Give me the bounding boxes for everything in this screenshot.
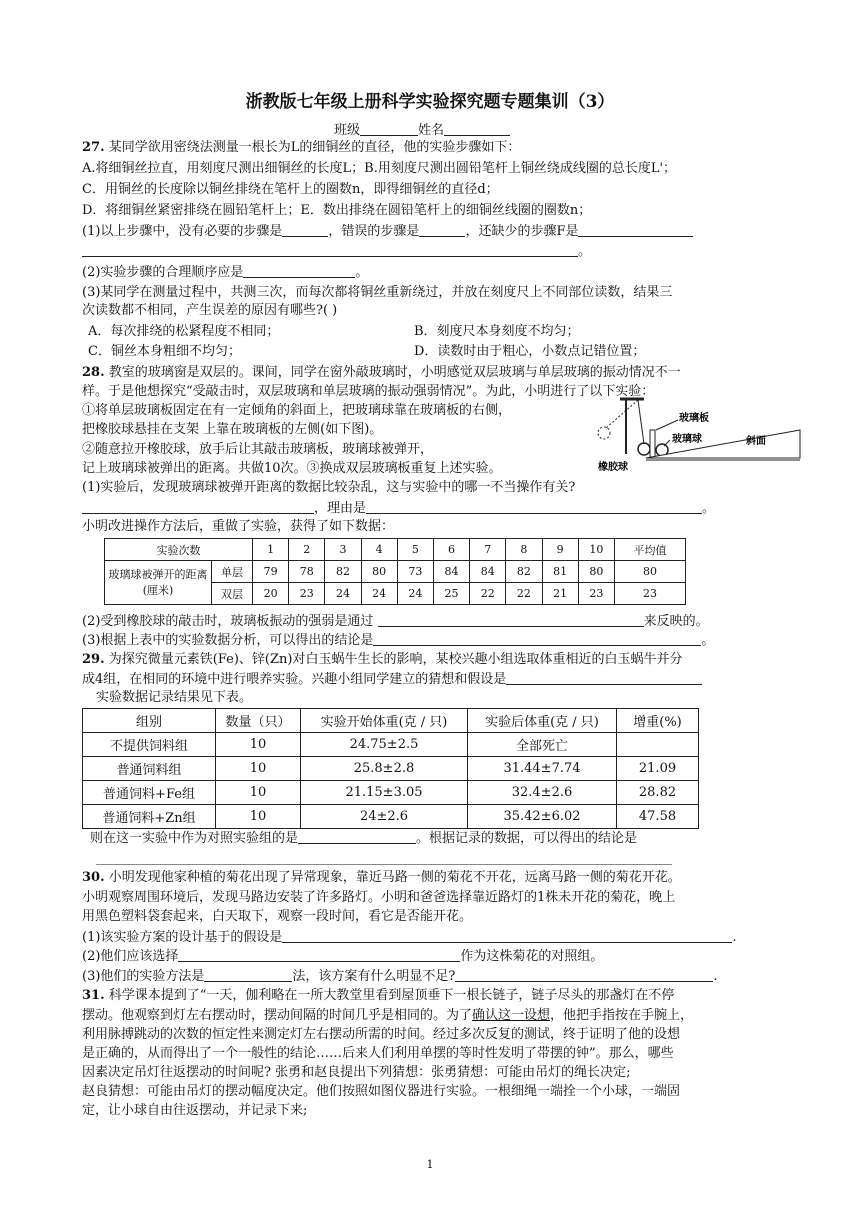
- q31-number: 31.: [82, 988, 105, 1003]
- label-slope: 斜面: [746, 436, 766, 447]
- q30-p3-blank2[interactable]: [455, 967, 713, 982]
- header-cell: 组别: [83, 709, 216, 733]
- trial-cell: 7: [470, 539, 506, 561]
- q30-p1-blank[interactable]: [282, 928, 732, 943]
- q27-p1-text-b: ，错误的步骤是: [328, 224, 420, 239]
- q29-conclusion-blank[interactable]: [96, 850, 672, 865]
- q29-line1: [82, 651, 682, 669]
- q29-conclusion-line: [96, 850, 672, 869]
- q27-option-c: C．铜丝本身粗细不均匀；: [88, 344, 241, 359]
- q30-p1-text: (1)该实验方案的设计基于的假设是: [82, 930, 283, 945]
- q30-line1: [82, 869, 681, 887]
- table-row: [105, 561, 686, 583]
- table-cell: 普通饲料组: [83, 757, 216, 781]
- q30-part3: [82, 967, 718, 986]
- table-row: [83, 757, 699, 781]
- glass-plate: [650, 430, 655, 458]
- q27-stem-text: 某同学欲用密绕法测量一根长为L的细铜丝的直径，他的实验步骤如下：: [108, 140, 521, 155]
- q27-p1-text-a: (1)以上步骤中，没有必要的步骤是: [82, 224, 283, 239]
- table-cell: 10: [216, 805, 301, 829]
- trial-cell: 3: [325, 539, 361, 561]
- q28-number: 28.: [82, 365, 105, 380]
- single-cell: 80: [578, 561, 614, 583]
- class-blank[interactable]: [360, 121, 418, 136]
- table-cell: 35.42±6.02: [468, 805, 617, 829]
- q30-part1: [82, 928, 737, 947]
- single-cell: 79: [253, 561, 289, 583]
- double-cell: 23: [289, 583, 325, 605]
- q28-p1-reason-label: ，理由是: [314, 501, 367, 516]
- q28-p3-end: 。: [701, 633, 715, 648]
- q28-experiment-diagram: [586, 396, 802, 472]
- single-cell: 80: [361, 561, 397, 583]
- header-trial: 实验次数: [105, 539, 253, 561]
- q29-line3: 实验数据记录结果见下表。: [96, 690, 253, 705]
- q28-line3: ①将单层玻璃板固定在有一定倾角的斜面上，把玻璃球靠在玻璃板的右侧，: [82, 403, 512, 418]
- double-cell: 24: [361, 583, 397, 605]
- string-swing: [606, 400, 638, 428]
- q28-p1-blank2[interactable]: [366, 499, 702, 514]
- q27-stem: [82, 139, 520, 157]
- single-cell: 81: [542, 561, 578, 583]
- q27-part2: [82, 263, 368, 282]
- q30-p2-blank[interactable]: [178, 947, 460, 962]
- q29-conclusion-text: 。根据记录的数据，可以得出的结论是: [416, 831, 638, 846]
- plate-pointer: [656, 420, 678, 430]
- q30-p3-end: .: [713, 969, 718, 984]
- double-cell: 24: [325, 583, 361, 605]
- q29-line2: [82, 670, 702, 689]
- q27-option-d: D．读数时由于粗心，小数点记错位置；: [414, 344, 646, 359]
- double-cell: 25: [433, 583, 469, 605]
- q27-option-a: A．每次排绕的松紧程度不相同；: [88, 324, 280, 339]
- q28-part1-cont: [82, 499, 715, 518]
- q28-line1: [82, 364, 681, 382]
- header-cell: 实验后体重(克 / 只): [468, 709, 617, 733]
- q27-p2-text: (2)实验步骤的合理顺序应是: [82, 265, 244, 280]
- q30-number: 30.: [82, 870, 105, 885]
- double-average: 23: [615, 583, 686, 605]
- q30-line2: 小明观察周围环境后，发现马路边安装了许多路灯。小明和爸爸选择靠近路灯的1株未开花的菊花，晚上: [82, 890, 676, 905]
- q31-line6: 赵良猜想：可能由吊灯的摆动幅度决定。他们按照如图仪器进行实验。一根细绳一端拴一个小球，一端固: [82, 1084, 681, 1099]
- table-row: [83, 805, 699, 829]
- q27-p2-end: 。: [355, 265, 369, 280]
- trial-cell: 6: [433, 539, 469, 561]
- q29-line4: [90, 829, 637, 848]
- q30-p3-text-b: 法，该方案有什么明显不足?: [292, 969, 456, 984]
- name-label: 姓名: [418, 123, 445, 138]
- table-cell: 24±2.6: [301, 805, 468, 829]
- q28-p2-text: (2)受到橡胶球的敲击时，玻璃板振动的强弱是通过: [82, 614, 374, 629]
- q27-p1-end: 。: [578, 244, 592, 259]
- table-cell: 10: [216, 781, 301, 805]
- q29-control-text: 则在这一实验中作为对照实验组的是: [90, 831, 299, 846]
- q28-part3: [82, 631, 714, 650]
- single-cell: 82: [325, 561, 361, 583]
- trial-cell: 5: [397, 539, 433, 561]
- q28-p2-end: 来反映的。: [643, 614, 709, 629]
- q27-step-c: C．用铜丝的长度除以铜丝排绕在笔杆上的圈数n，即得细铜丝的直径d；: [82, 182, 499, 197]
- q29-line1-text: 为探究微量元素铁(Fe)、锌(Zn)对白玉蜗牛生长的影响，某校兴趣小组选取体重相近的白玉蜗牛并分: [108, 652, 683, 667]
- page-title: 浙教版七年级上册科学实验探究题专题集训（3）: [245, 92, 615, 112]
- class-name-line: [334, 121, 510, 140]
- table-cell: 21.15±3.05: [301, 781, 468, 805]
- q31-line1: [82, 987, 674, 1005]
- table-cell: 全部死亡: [468, 733, 617, 757]
- q28-line2: 样。于是他想探究“受敲击时，双层玻璃和单层玻璃的振动强弱情况”。为此，小明进行了以下实验：: [82, 384, 655, 399]
- page-number: 1: [426, 1158, 434, 1171]
- double-cell: 22: [470, 583, 506, 605]
- table-cell: 不提供饲料组: [83, 733, 216, 757]
- q28-data-table: [104, 538, 686, 605]
- q27-p1-blank2[interactable]: [419, 222, 465, 237]
- q31-line2-text-b: ，他把手指按在手腕上，: [550, 1008, 694, 1023]
- q28-p3-blank[interactable]: [373, 631, 701, 646]
- single-cell: 84: [433, 561, 469, 583]
- q30-p3-text: (3)他们的实验方法是: [82, 969, 205, 984]
- table-row: [83, 781, 699, 805]
- rubber-ball: [638, 443, 650, 455]
- q31-line1-text: 科学课本提到了“一天，伽利略在一所大教堂里看到屋顶垂下一根长链子，链子尽头的那盏灯在不停: [108, 988, 675, 1003]
- q29-line2-text: 成4组，在相同的环境中进行喂养实验。兴趣小组同学建立的猜想和假设是: [82, 672, 507, 687]
- table-cell: 24.75±2.5: [301, 733, 468, 757]
- rubber-ball-swing: [598, 427, 610, 439]
- glass-ball-pointer: [664, 440, 670, 446]
- double-cell: 21: [542, 583, 578, 605]
- trial-cell: 8: [506, 539, 542, 561]
- single-cell: 78: [289, 561, 325, 583]
- q28-line5: ②随意拉开橡胶球，放手后让其敲击玻璃板，玻璃球被弹开，: [82, 442, 434, 457]
- q30-line1-text: 小明发现他家种植的菊花出现了异常现象，靠近马路一侧的菊花不开花，远离马路一侧的菊花开花。: [108, 870, 681, 885]
- label-glass-plate: 玻璃板: [679, 413, 709, 424]
- single-cell: 84: [470, 561, 506, 583]
- q28-line4: 把橡胶球悬挂在支架 上靠在玻璃板的左侧(如下图)。: [82, 422, 383, 437]
- q27-part1-cont: [82, 242, 591, 261]
- q28-line1-text: 教室的玻璃窗是双层的。课间，同学在窗外敲玻璃时，小明感觉双层玻璃与单层玻璃的振动情况不一: [108, 365, 681, 380]
- q27-p1-blank1[interactable]: [282, 222, 328, 237]
- q31-line7: 定，让小球自由往返摆动，并记录下来;: [82, 1103, 308, 1118]
- q27-step-ab: A.将细铜丝拉直，用刻度尺测出细铜丝的长度L；B.用刻度尺测出圆铅笔杆上铜丝绕成线圈的总长度L'；: [82, 161, 677, 176]
- q28-part1: (1)实验后，发现玻璃球被弹开距离的数据比较杂乱，这与实验中的哪一不当操作有关?: [82, 480, 576, 495]
- q31-line2-text-a: 摆动。他观察到灯左右摆动时，摆动间隔的时间几乎是相同的。为了: [82, 1008, 473, 1023]
- q31-line3: 利用脉搏跳动的次数的恒定性来测定灯左右摆动所需的时间。经过多次反复的测试，终于证明了他的设想: [82, 1027, 681, 1042]
- q27-step-de: D．将细铜丝紧密排绕在圆铅笔杆上；E．数出排绕在圆铅笔杆上的细铜丝线圈的圈数n；: [82, 203, 592, 218]
- q30-p2-end: 作为这株菊花的对照组。: [460, 949, 604, 964]
- table-row: [83, 709, 699, 733]
- trial-cell: 10: [578, 539, 614, 561]
- q27-option-b: B．刻度尺本身刻度不均匀；: [414, 324, 580, 339]
- q29-hypothesis-blank[interactable]: [506, 670, 702, 685]
- q31-line5: 因素决定吊灯往返摆动的时间呢? 张勇和赵良提出下列猜想：张勇猜想：可能由吊灯的绳长决定;: [82, 1065, 631, 1080]
- trial-cell: 9: [542, 539, 578, 561]
- header-cell: 实验开始体重(克 / 只): [301, 709, 468, 733]
- table-cell: 10: [216, 757, 301, 781]
- q27-part3-cont: 次读数都不相同，产生误差的原因有哪些?( ): [82, 303, 338, 318]
- single-average: 80: [615, 561, 686, 583]
- q27-p1-blank3[interactable]: [578, 222, 693, 237]
- double-cell: 24: [397, 583, 433, 605]
- q27-p1-blank3-cont[interactable]: [82, 242, 578, 257]
- table-cell: [617, 733, 699, 757]
- header-cell: 数量（只）: [216, 709, 301, 733]
- q30-p2-text: (2)他们应该选择: [82, 949, 179, 964]
- trial-cell: 1: [253, 539, 289, 561]
- single-cell: 73: [397, 561, 433, 583]
- trial-cell: 4: [361, 539, 397, 561]
- class-label: 班级: [334, 123, 361, 138]
- q28-line6: 记上玻璃球被弹出的距离。共做10次。③换成双层玻璃板重复上述实验。: [82, 461, 502, 476]
- table-row: [105, 539, 686, 561]
- q28-p1-blank1[interactable]: [82, 499, 314, 514]
- trial-cell: 2: [289, 539, 325, 561]
- table-cell: 28.82: [617, 781, 699, 805]
- q29-number: 29.: [82, 652, 105, 667]
- table-row: [83, 733, 699, 757]
- single-cell: 82: [506, 561, 542, 583]
- q31-underlined-phrase: 确认这一设想: [472, 1008, 551, 1023]
- row-label: 玻璃球被弹开的距离(厘米): [105, 561, 212, 605]
- q27-p1-text-c: ，还缺少的步骤F是: [465, 224, 579, 239]
- q30-p3-blank1[interactable]: [204, 967, 292, 982]
- q28-p3-text: (3)根据上表中的实验数据分析，可以得出的结论是: [82, 633, 374, 648]
- q29-control-blank[interactable]: [298, 829, 416, 844]
- q30-p1-end: .: [732, 930, 737, 945]
- double-cell: 22: [506, 583, 542, 605]
- q28-part2: [82, 612, 709, 631]
- table-cell: 25.8±2.8: [301, 757, 468, 781]
- q30-part2: [82, 947, 603, 966]
- q30-line3: 用黑色塑料袋套起来，白天取下，观察一段时间，看它是否能开花。: [82, 909, 473, 924]
- q28-redo: 小明改进操作方法后，重做了实验，获得了如下数据：: [82, 519, 395, 534]
- q27-p2-blank[interactable]: [243, 263, 355, 278]
- q28-p2-blank[interactable]: [378, 612, 644, 627]
- slope: [646, 430, 800, 458]
- table-cell: 普通饲料+Zn组: [83, 805, 216, 829]
- q27-number: 27.: [82, 140, 105, 155]
- header-average: 平均值: [615, 539, 686, 561]
- q28-p1-end: 。: [702, 501, 716, 516]
- label-rubber-ball: 橡胶球: [598, 462, 628, 472]
- q27-part3: (3)某同学在测量过程中，共测三次，而每次都将铜丝重新绕过，并放在刻度尺上不同部位读数，结果三: [82, 285, 673, 300]
- header-cell: 增重(%): [617, 709, 699, 733]
- name-blank[interactable]: [444, 121, 510, 136]
- double-label: 双层: [212, 583, 253, 605]
- table-cell: 10: [216, 733, 301, 757]
- double-cell: 23: [578, 583, 614, 605]
- double-cell: 20: [253, 583, 289, 605]
- q29-data-table: [82, 708, 699, 829]
- table-cell: 47.58: [617, 805, 699, 829]
- q31-line2: [82, 1007, 693, 1025]
- table-cell: 21.09: [617, 757, 699, 781]
- table-cell: 32.4±2.6: [468, 781, 617, 805]
- table-cell: 31.44±7.74: [468, 757, 617, 781]
- single-label: 单层: [212, 561, 253, 583]
- table-cell: 普通饲料+Fe组: [83, 781, 216, 805]
- q27-part1: [82, 222, 693, 241]
- q31-line4: 是正确的，从而得出了一个一般性的结论……后来人们利用单摆的等时性发明了带摆的钟”。那么，哪些: [82, 1046, 674, 1061]
- label-glass-ball: 玻璃球: [672, 434, 702, 445]
- string: [638, 400, 644, 444]
